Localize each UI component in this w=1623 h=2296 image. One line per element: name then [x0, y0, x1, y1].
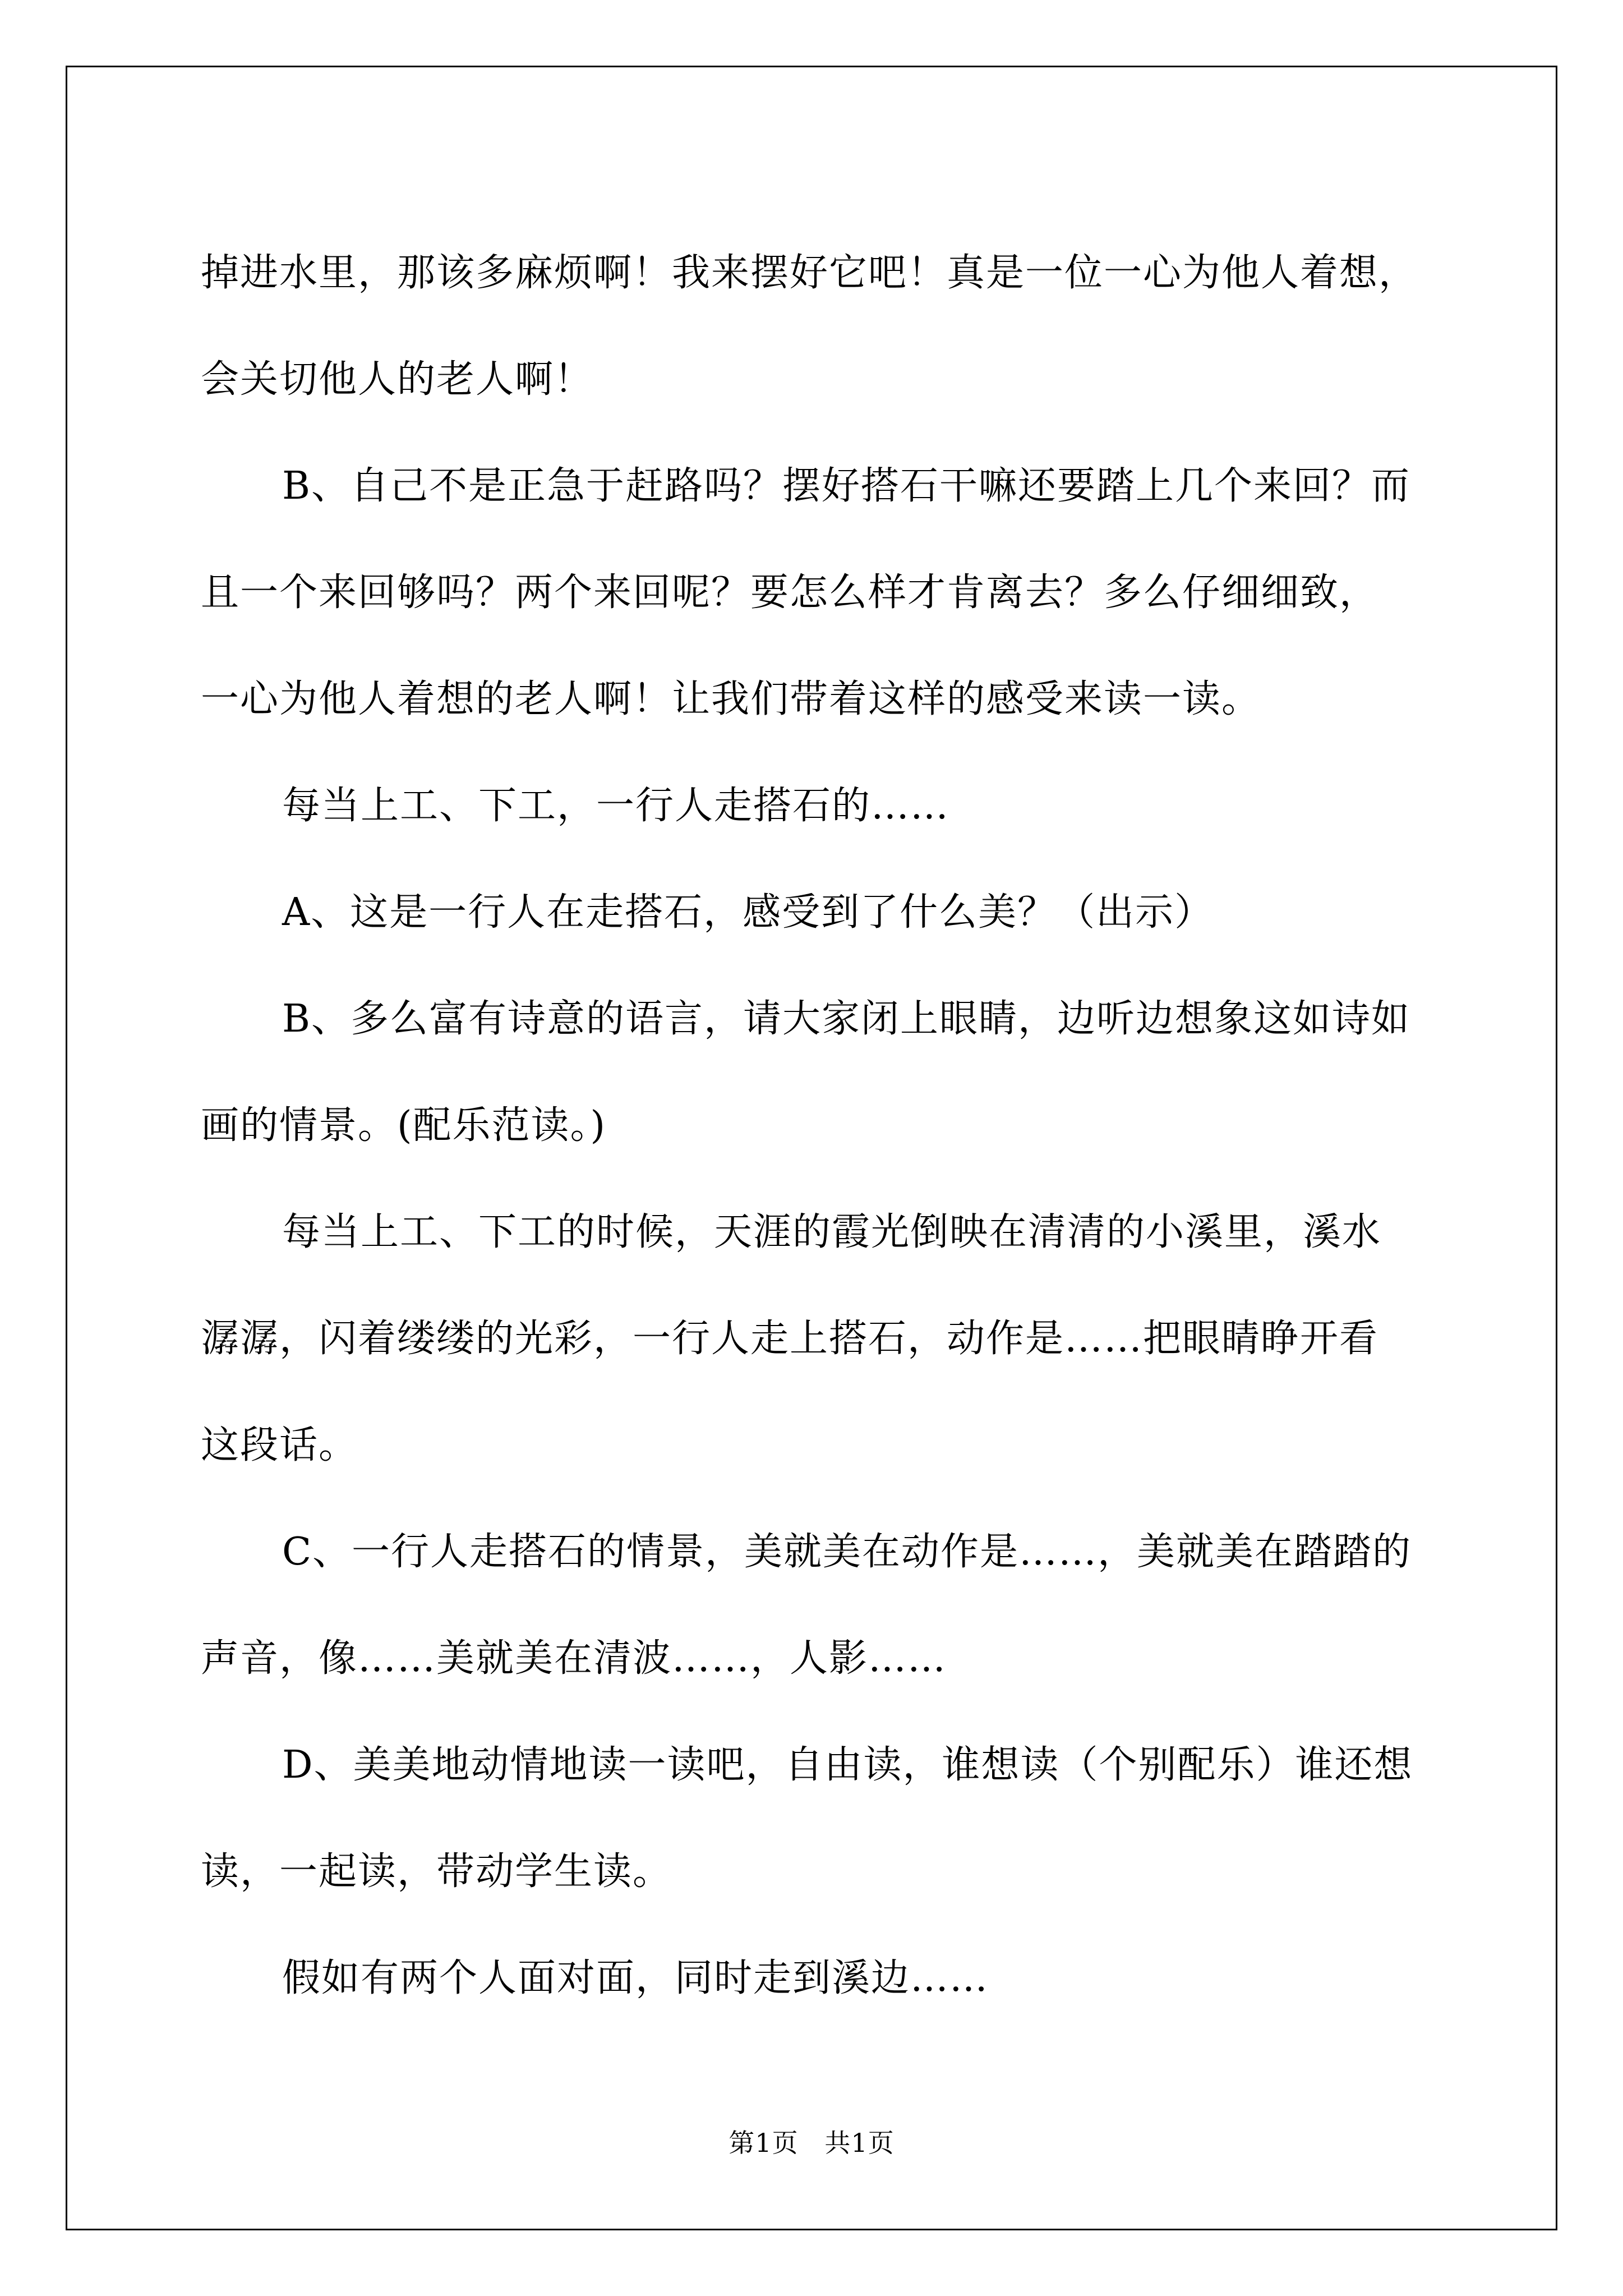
- text-line: 画的情景。(配乐范读。): [201, 1103, 607, 1148]
- text-line: D、美美地动情地读一读吧，自由读，谁想读（个别配乐）谁还想: [282, 1743, 1413, 1787]
- document-body: [201, 220, 1423, 2032]
- text-line: B、多么富有诗意的语言，请大家闭上眼睛，边听边想象这如诗如: [282, 997, 1410, 1041]
- text-line: 每当上工、下工，一行人走搭石的……: [282, 784, 950, 828]
- text-line: 这段话。: [201, 1423, 358, 1467]
- text-line: 且一个来回够吗？两个来回呢？要怎么样才肯离去？多么仔细细致，: [201, 570, 1379, 615]
- page-footer: 第1页 共1页: [728, 2128, 895, 2158]
- text-line: 一心为他人着想的老人啊！让我们带着这样的感受来读一读。: [201, 677, 1261, 721]
- text-line: 假如有两个人面对面，同时走到溪边……: [282, 1956, 989, 2000]
- text-line: A、这是一行人在走搭石，感受到了什么美？（出示）: [282, 890, 1214, 935]
- text-line: 读，一起读，带动学生读。: [201, 1849, 672, 1894]
- text-line: 潺潺，闪着缕缕的光彩，一行人走上搭石，动作是……把眼睛睁开看: [201, 1317, 1379, 1361]
- text-line: C、一行人走搭石的情景，美就美在动作是……，美就美在踏踏的: [282, 1530, 1412, 1574]
- text-line: 掉进水里，那该多麻烦啊！我来摆好它吧！真是一位一心为他人着想，: [201, 251, 1418, 295]
- text-line: 每当上工、下工的时候，天涯的霞光倒映在清清的小溪里，溪水: [282, 1210, 1382, 1254]
- text-line: 会关切他人的老人啊！: [201, 357, 594, 402]
- text-line: B、自己不是正急于赶路吗？摆好搭石干嘛还要踏上几个来回？而: [282, 464, 1410, 508]
- text-line: 声音，像……美就美在清波……，人影……: [201, 1636, 947, 1681]
